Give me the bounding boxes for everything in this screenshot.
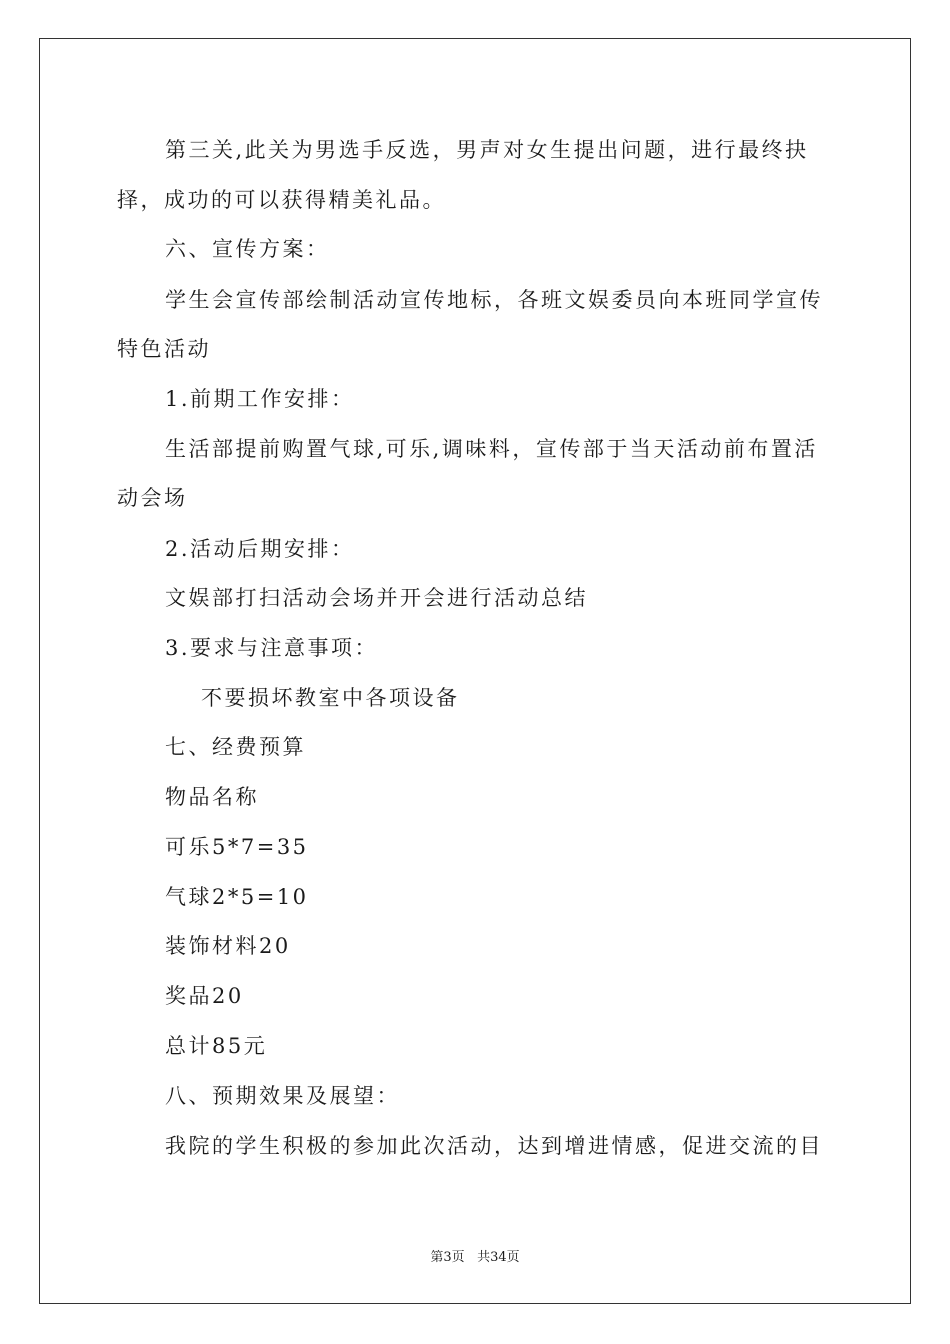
budget-total: 总计85元	[165, 1034, 268, 1058]
page-border	[39, 38, 911, 1304]
text-line: 特色活动	[117, 337, 211, 361]
page-total: 共34页	[477, 1250, 520, 1265]
text-line: 我院的学生积极的参加此次活动，达到增进情感，促进交流的目	[165, 1134, 823, 1158]
subheading: 3.要求与注意事项：	[165, 636, 379, 660]
subheading: 1.前期工作安排：	[165, 387, 355, 411]
section-heading: 六、宣传方案：	[165, 237, 330, 261]
text-line: 动会场	[117, 486, 188, 510]
page-footer	[0, 1246, 950, 1265]
text-line: 择，成功的可以获得精美礼品。	[117, 188, 446, 212]
text-line: 第三关,此关为男选手反选，男声对女生提出问题，进行最终抉	[165, 138, 809, 162]
text-line: 不要损坏教室中各项设备	[201, 686, 460, 710]
text-line: 文娱部打扫活动会场并开会进行活动总结	[165, 586, 588, 610]
page-number: 第3页	[430, 1250, 465, 1265]
budget-header: 物品名称	[165, 785, 259, 809]
section-heading: 七、经费预算	[165, 735, 306, 759]
section-heading: 八、预期效果及展望：	[165, 1084, 400, 1108]
subheading: 2.活动后期安排：	[165, 537, 355, 561]
budget-item: 装饰材料20	[165, 934, 291, 958]
text-line: 生活部提前购置气球,可乐,调味料，宣传部于当天活动前布置活	[165, 437, 818, 461]
budget-item: 气球2*5=10	[165, 885, 309, 909]
budget-item: 可乐5*7=35	[165, 835, 309, 859]
budget-item: 奖品20	[165, 984, 244, 1008]
text-line: 学生会宣传部绘制活动宣传地标，各班文娱委员向本班同学宣传	[165, 288, 823, 312]
